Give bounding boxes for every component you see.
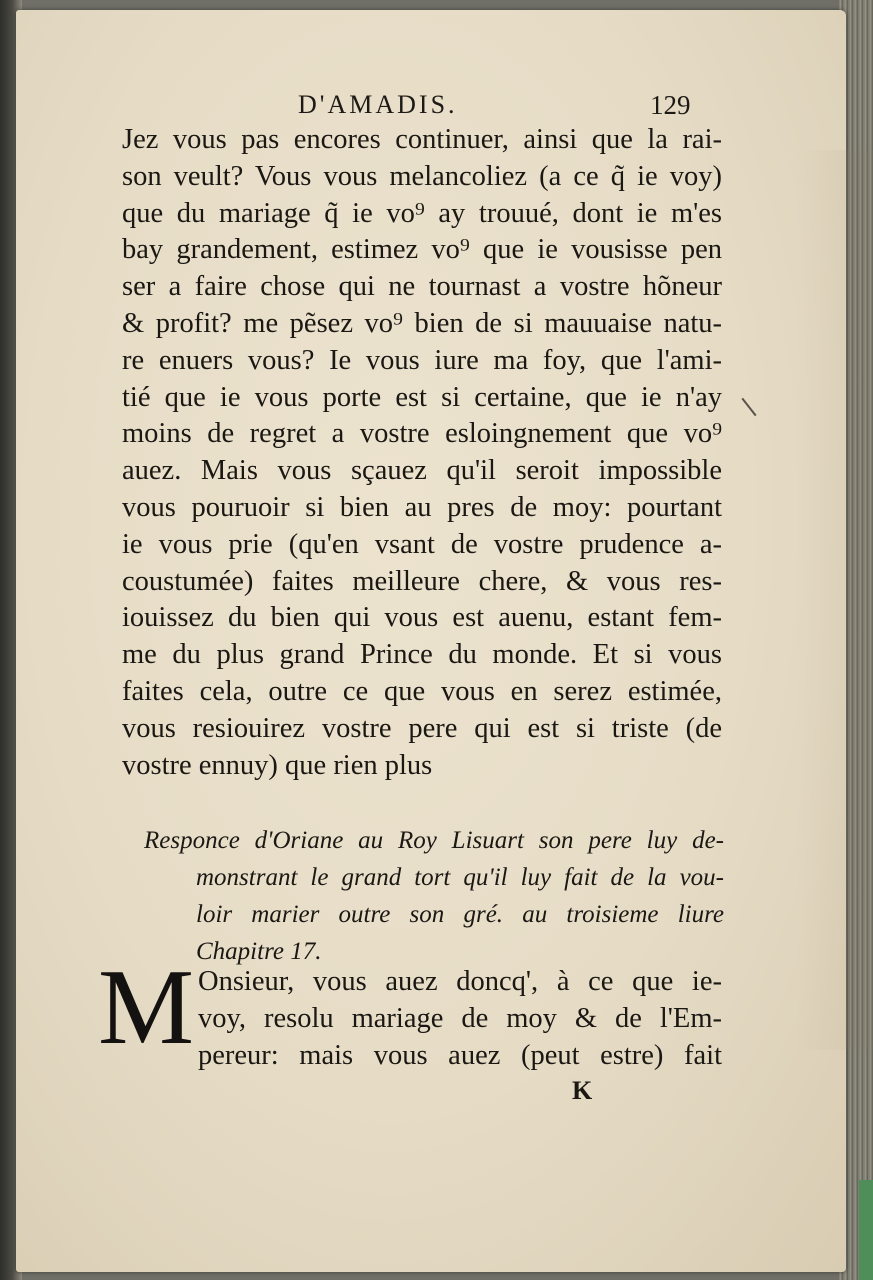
text-line: re enuers vous? Ie vous iure ma foy, que l'ami-: [122, 344, 722, 376]
body-paragraph: [122, 122, 722, 784]
text-line: bay grandement, estimez vo⁹ que ie vousisse pen: [122, 234, 722, 266]
text-line: & profit? me pẽsez vo⁹ bien de si mauuaise natu-: [122, 307, 722, 339]
text-line: son veult? Vous vous melancoliez (a ce q̃ ie voy): [122, 160, 722, 192]
rubric-line: Chapitre 17.: [196, 938, 322, 965]
text-line: Onsieur, vous auez doncq', à ce que ie-: [198, 966, 722, 997]
text-line: coustumée) faites meilleure chere, & vous res-: [122, 565, 722, 597]
text-line: Jez vous pas encores continuer, ainsi que la rai-: [122, 124, 722, 155]
page-number: 129: [650, 90, 691, 120]
text-line: vous resiouirez vostre pere qui est si triste (de: [122, 712, 722, 744]
text-line: voy, resolu mariage de moy & de l'Em-: [198, 1002, 722, 1034]
book-page: [16, 10, 846, 1272]
text-line: vous pouruoir si bien au pres de moy: pourtant: [122, 491, 722, 523]
text-line: ser a faire chose qui ne tournast a vostre hõneur: [122, 271, 722, 303]
signature-mark: K: [572, 1076, 593, 1105]
ink-mark: [741, 398, 756, 417]
text-line: faites cela, outre ce que vous en serez estimée,: [122, 675, 722, 707]
running-head: D'AMADIS.: [298, 90, 458, 119]
text-line: auez. Mais vous sçauez qu'il seroit impossible: [122, 455, 722, 487]
text-line: pereur: mais vous auez (peut estre) fait: [198, 1039, 722, 1071]
text-line: moins de regret a vostre esloingnement que vo⁹: [122, 418, 722, 450]
rubric-line: Responce d'Oriane au Roy Lisuart son pere luy de-: [144, 827, 724, 854]
text-line: me du plus grand Prince du monde. Et si vous: [122, 639, 722, 671]
chapter-rubric: [144, 822, 724, 970]
text-line: iouissez du bien qui vous est auenu, estant fem-: [122, 602, 722, 634]
text-line: tié que ie vous porte est si certaine, que ie n'ay: [122, 381, 722, 413]
chapter-opening: [198, 964, 722, 1074]
bookmark-ribbon: [859, 1180, 873, 1280]
text-line: ie vous prie (qu'en vsant de vostre prudence a-: [122, 528, 722, 560]
drop-cap: M: [98, 948, 195, 1067]
text-line: vostre ennuy) que rien plus: [122, 749, 433, 781]
rubric-line: monstrant le grand tort qu'il luy fait de la vou-: [196, 864, 724, 891]
rubric-line: loir marier outre son gré. au troisieme liure: [196, 901, 724, 928]
text-line: que du mariage q̃ ie vo⁹ ay trouué, dont ie m'es: [122, 197, 722, 229]
